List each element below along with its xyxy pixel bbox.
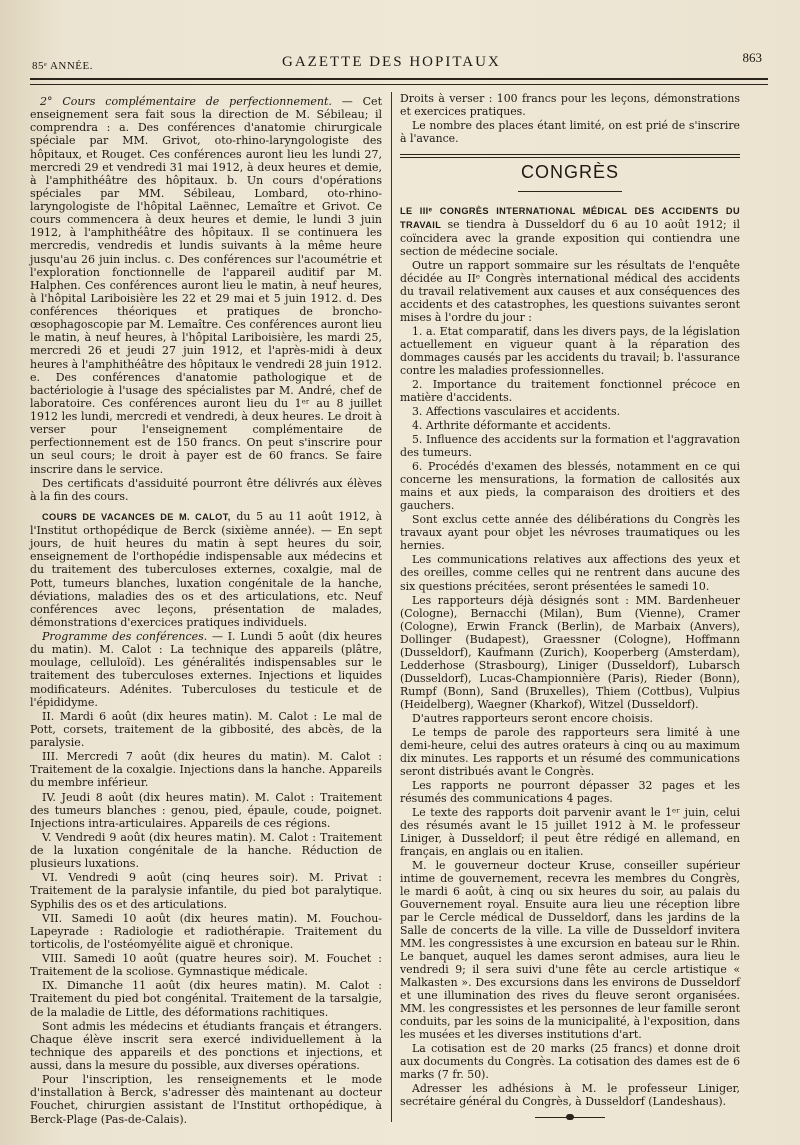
paragraph-rapporteurs: Les rapporteurs déjà désignés sont : MM. Bardenheuer (Cologne), Bernacchi (Milan), Bum (Vienne), Cramer (Cologne), Erwin Franck (Berlin), de Marbaix (Anvers), Dollinger (Budapest), Graessner (Cologne), Hoffmann (Dusseldorf), Kaufmann (Zurich), Kooperberg (Amsterdam), Ledderhose (Strasbourg), Liniger (Dusseldorf), Lubarsch (Dusseldorf), Lucas-Championnière (Paris), Rieder (Bonn), Rumpf (Bonn), Sand (Bruxelles), Thiem (Cottbus), Vulpius (Heidelberg), Waegner (Kharkof), Witzel (Dusseldorf). [400,593,740,711]
paragraph-conference-9: IX. Dimanche 11 août (dix heures matin). M. Calot : Traitement du pied bot congénital. Traitement de la tarsalgie, de la maladie de Little, des déformations rachitiques. [30,979,382,1019]
end-ornament-dot [566,1114,574,1120]
paragraph-communications: Les communications relatives aux affections des yeux et des oreilles, comme celles qui ne rentrent dans aucune des six questions précitées, seront présentées le samedi 10. [400,553,740,593]
paragraph-inscription: Pour l'inscription, les renseignements et le mode d'installation à Berck, s'adresser dès maintenant au docteur Fouchet, chirurgien assistant de l'Institut orthopédique, à Berck-Plage (Pas-de-Calais). [30,1073,382,1126]
question-5: 5. Influence des accidents sur la formation et l'aggravation des tumeurs. [400,433,740,460]
column-divider [391,92,392,1122]
running-head [30,50,762,72]
edition-label: 85ᵉ ANNÉE. [32,60,93,72]
paragraph-conference-3: III. Mercredi 7 août (dix heures du matin). M. Calot : Traitement de la coxalgie. Injections dans la hanche. Appareils du membre inférieur. [30,750,382,790]
paragraph-text: se tiendra à Dusseldorf du 6 au 10 août 1912; il coïncidera avec la grande exposition qui contiendra une section de médecine sociale. [400,218,740,259]
section-rule [400,154,740,155]
paragraph-conference-2: II. Mardi 6 août (dix heures matin). M. Calot : Le mal de Pott, corsets, traitement de la gibbosité, des abcès, de la paralysie. [30,709,382,749]
paragraph-temps-parole: Le temps de parole des rapporteurs sera limité à une demi-heure, celui des autres orateurs à cinq ou au maximum dix minutes. Les rapports et un résumé des communications seront distribués avant le Congrès. [400,725,740,778]
paragraph-exclusions: Sont exclus cette année des délibérations du Congrès les travaux ayant pour objet les névroses traumatiques ou les hernies. [400,513,740,553]
question-6: 6. Procédés d'examen des blessés, notamment en ce qui concerne les mensurations, la formation de callosités aux mains et aux pieds, la comparaison des droitiers et des gauchers. [400,460,740,513]
paragraph-cours-vacances [30,510,382,629]
end-ornament [535,1114,605,1120]
paragraph-longueur-rapports: Les rapports ne pourront dépasser 32 pages et les résumés des communications 4 pages. [400,778,740,805]
section-underline [518,191,622,192]
paragraph-conference-4: IV. Jeudi 8 août (dix heures matin). M. Calot : Traitement des tumeurs blanches : genou, pied, épaule, coude, poignet. Injections intra-articulaires. Appareils de ces régions. [30,790,382,830]
paragraph-texte-rapports: Le texte des rapports doit parvenir avant le 1ᵉʳ juin, celui des résumés avant le 15 juillet 1912 à M. le professeur Liniger, à Dusseldorf; il peut être rédigé en allemand, en français, en anglais ou en italien. [400,805,740,858]
section-header [400,154,740,198]
paragraph-cotisation: La cotisation est de 20 marks (25 francs) et donne droit aux documents du Congrès. La cotisation des dames est de 6 marks (7 fr. 50). [400,1042,740,1082]
journal-title: GAZETTE DES HOPITAUX [282,54,501,70]
paragraph-lead: Programme des conférences. [42,630,208,643]
paragraph-certificats: Des certificats d'assiduité pourront être délivrés aux élèves à la fin des cours. [30,476,382,503]
paragraph-ordre-du-jour: Outre un rapport sommaire sur les résultats de l'enquête décidée au IIᵉ Congrès international médical des accidents du travail relativement aux causes et aux conséquences des accidents et des catastrophes, les questions suivantes seront mises à l'ordre du jour : [400,259,740,325]
paragraph-droits: Droits à verser : 100 francs pour les leçons, démonstrations et exercices pratiques. [400,92,740,119]
section-title: CONGRÈS [520,162,619,183]
paragraph-receptions: M. le gouverneur docteur Kruse, conseiller supérieur intime de gouvernement, recevra les membres du Congrès, le mardi 6 août, à cinq ou six heures du soir, au palais du Gouvernement royal. Ensuite aura lieu une réception libre par le Cercle médical de Dusseldorf, dans les jardins de la Salle de concerts de la ville. La ville de Dusseldorf invitera MM. les congressistes à une excursion en bateau sur le Rhin. Le banquet, auquel les dames seront admises, aura lieu le vendredi 9; il sera suivi d'une fête au cercle artistique « Malkasten ». Des excursions dans les environs de Dusseldorf et une illumination des rives du fleuve seront organisées. MM. les congressistes et les personnes de leur famille seront conduits, par les soins de la municipalité, à l'exposition, dans les musées et les diverses institutions d'art. [400,858,740,1042]
paragraph-cours-complementaire [30,95,382,476]
left-column [30,95,382,1126]
paragraph-text: — Cet enseignement sera fait sous la direction de M. Sébileau; il comprendra : a. Des conférences d'anatomie chirurgicale spéciale par MM. Grivot, oto-rhino-laryngologiste des hôpitaux, et Rouget. Ces conférences auront lieu les lundi 27, mercredi 29 et vendredi 31 mai 1912, à deux heures et demie, à l'amphithéâtre des hôpitaux. b. Un cours d'opérations spéciales par MM. Sébileau, Lombard, oto-rhino-laryngologiste de l'hôpital Laënnec, Lemaître et Grivot. Ce cours commencera à deux heures et demie, le lundi 3 juin 1912, à l'amphithéâtre des hôpitaux. Il se continuera les mercredis, vendredis et lundis suivants à la même heure jusqu'au 26 juin inclus. c. Des conférences sur l'acoumétrie et l'exploration fonctionnelle de l'appareil auditif par M. Halphen. Ces conférences auront lieu le matin, à neuf heures, à l'hôpital Lariboisière les 22 et 29 mai et 5 juin 1912. d. Des conférences théoriques et pratiques de broncho-œsophagoscopie par M. Lemaître. Ces conférences auront lieu le matin, à neuf heures, à l'hôpital Lariboisière, les mardi 25, mercredi 26 et jeudi 27 juin 1912, et l'après-midi à deux heures à l'amphithéâtre des hôpitaux le vendredi 28 juin 1912. e. Des conférences d'anatomie pathologique et de bactériologie à l'usage des spécialistes par M. André, chef de laboratoire. Ces conférences auront lieu du 1ᵉʳ au 8 juillet 1912 les lundi, mercredi et vendredi, à deux heures. Le droit à verser pour l'enseignement complémentaire de perfectionnement est de 150 francs. On peut s'inscrire pour un seul cours; le droit à payer est de 60 francs. Se faire inscrire dans le service. [30,95,382,476]
question-3: 3. Affections vasculaires et accidents. [412,405,621,419]
section-rule-thin [400,157,740,158]
page-number: 863 [742,50,762,65]
paragraph-autres-rapporteurs: D'autres rapporteurs seront encore choisis. [412,711,653,725]
header-rule-thin [30,84,768,85]
paragraph-congres-intro [400,204,740,258]
question-2: 2. Importance du traitement fonctionnel précoce en matière d'accidents. [400,378,740,405]
paragraph-places: Le nombre des places étant limité, on est prié de s'inscrire à l'avance. [400,119,740,146]
right-column [400,92,740,1120]
paragraph-admission: Sont admis les médecins et étudiants français et étrangers. Chaque élève inscrit sera exercé individuellement à la technique des appareils et des ponctions et injections, et aussi, dans la mesure du possible, aux diverses opérations. [30,1019,382,1072]
paragraph-conference-8: VIII. Samedi 10 août (quatre heures soir). M. Fouchet : Traitement de la scoliose. Gymnastique médicale. [30,952,382,979]
question-1: 1. a. Etat comparatif, dans les divers pays, de la législation actuellement en vigueur quant à la réparation des dommages causés par les accidents du travail; b. l'assurance contre les maladies professionnelles. [400,325,740,378]
paragraph-text: du 5 au 11 août 1912, à l'Institut orthopédique de Berck (sixième année). — En sept jours, de huit heures du matin à sept heures du soir, enseignement de l'orthopédie indispensable aux médecins et du traitement des tuberculoses externes, coxalgie, mal de Pott, tumeurs blanches, luxation congénitale de la hanche, déviations, maladies des os et des articulations, etc. Neuf conférences avec leçons, présentation de malades, démonstrations d'exercices pratiques individuels. [30,509,382,629]
header-rule [30,78,768,80]
paragraph-lead: 2° Cours complémentaire de perfectionnement. [40,95,332,108]
paragraph-conference-6: VI. Vendredi 9 août (cinq heures soir). M. Privat : Traitement de la paralysie infantile, du pied bot paralytique. Syphilis des os et des articulations. [30,871,382,911]
paragraph-conference-7: VII. Samedi 10 août (dix heures matin). M. Fouchou-Lapeyrade : Radiologie et radiothérapie. Traitement du torticolis, de l'ostéomyélite aiguë et chronique. [30,911,382,951]
paragraph-text: — I. Lundi 5 août (dix heures du matin). M. Calot : La technique des appareils (plâtre, moulage, celluloïd). Les généralités indispensables sur le traitement des tuberculoses externes. Injections et liquides modificateurs. Adénites. Tuberculoses du testicule et de l'épididyme. [30,630,382,709]
paragraph-lead: LE IIIᵉ CONGRÈS INTERNATIONAL MÉDICAL DES ACCIDENTS DU TRAVAIL [400,206,740,231]
paragraph-conference-5: V. Vendredi 9 août (dix heures matin). M. Calot : Traitement de la luxation congénitale de la hanche. Réduction de plusieurs luxations. [30,830,382,871]
paragraph-adhesions: Adresser les adhésions à M. le professeur Liniger, secrétaire général du Congrès, à Dusseldorf (Landeshaus). [400,1082,740,1109]
paragraph-lead: COURS DE VACANCES DE M. CALOT, [42,511,231,522]
question-4: 4. Arthrite déformante et accidents. [412,419,611,433]
paragraph-programme [30,630,382,709]
